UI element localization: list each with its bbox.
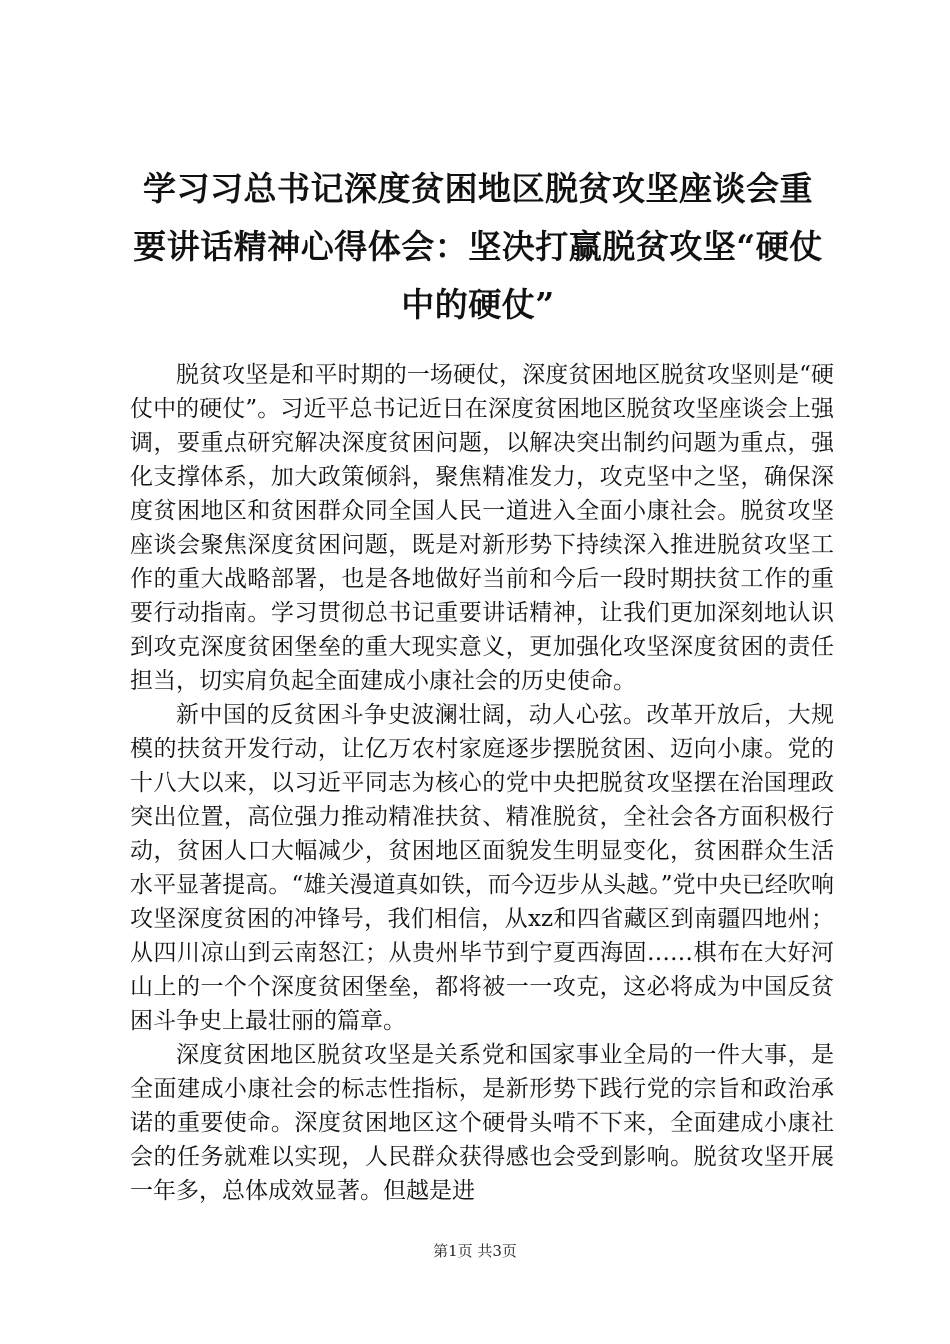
paragraph: 脱贫攻坚是和平时期的一场硬仗，深度贫困地区脱贫攻坚则是“硬仗中的硬仗”。习近平总书记近日在深度贫困地区脱贫攻坚座谈会上强调，要重点研究解决深度贫困问题，以解决突出制约问题为重点，强化支撑体系，加大政策倾斜，聚焦精准发力，攻克坚中之坚，确保深度贫困地区和贫困群众同全国人民一道进入全面小康社会。脱贫攻坚座谈会聚焦深度贫困问题，既是对新形势下持续深入推进脱贫攻坚工作的重大战略部署，也是各地做好当前和今后一段时期扶贫工作的重要行动指南。学习贯彻总书记重要讲话精神，让我们更加深刻地认识到攻克深度贫困堡垒的重大现实意义，更加强化攻坚深度贫困的责任担当，切实肩负起全面建成小康社会的历史使命。 [130,362,834,694]
document-title: 学习习总书记深度贫困地区脱贫攻坚座谈会重要讲话精神心得体会：坚决打赢脱贫攻坚“硬仗中的硬仗” [133,169,823,324]
document-body [130,358,834,1208]
paragraph: 新中国的反贫困斗争史波澜壮阔，动人心弦。改革开放后，大规模的扶贫开发行动，让亿万农村家庭逐步摆脱贫困、迈向小康。党的十八大以来，以习近平同志为核心的党中央把脱贫攻坚摆在治国理政突出位置，高位强力推动精准扶贫、精准脱贫，全社会各方面积极行动，贫困人口大幅减少，贫困地区面貌发生明显变化，贫困群众生活水平显著提高。“雄关漫道真如铁，而今迈步从头越。”党中央已经吹响攻坚深度贫困的冲锋号，我们相信，从xz和四省藏区到南疆四地州；从四川凉山到云南怒江；从贵州毕节到宁夏西海固……棋布在大好河山上的一个个深度贫困堡垒，都将被一一攻克，这必将成为中国反贫困斗争史上最壮丽的篇章。 [130,702,834,1034]
page-footer: 第1页 共3页 [433,1242,517,1260]
paragraph: 深度贫困地区脱贫攻坚是关系党和国家事业全局的一件大事，是全面建成小康社会的标志性指标，是新形势下践行党的宗旨和政治承诺的重要使命。深度贫困地区这个硬骨头啃不下来，全面建成小康社会的任务就难以实现，人民群众获得感也会受到影响。脱贫攻坚开展一年多，总体成效显著。但越是进 [130,1042,834,1204]
